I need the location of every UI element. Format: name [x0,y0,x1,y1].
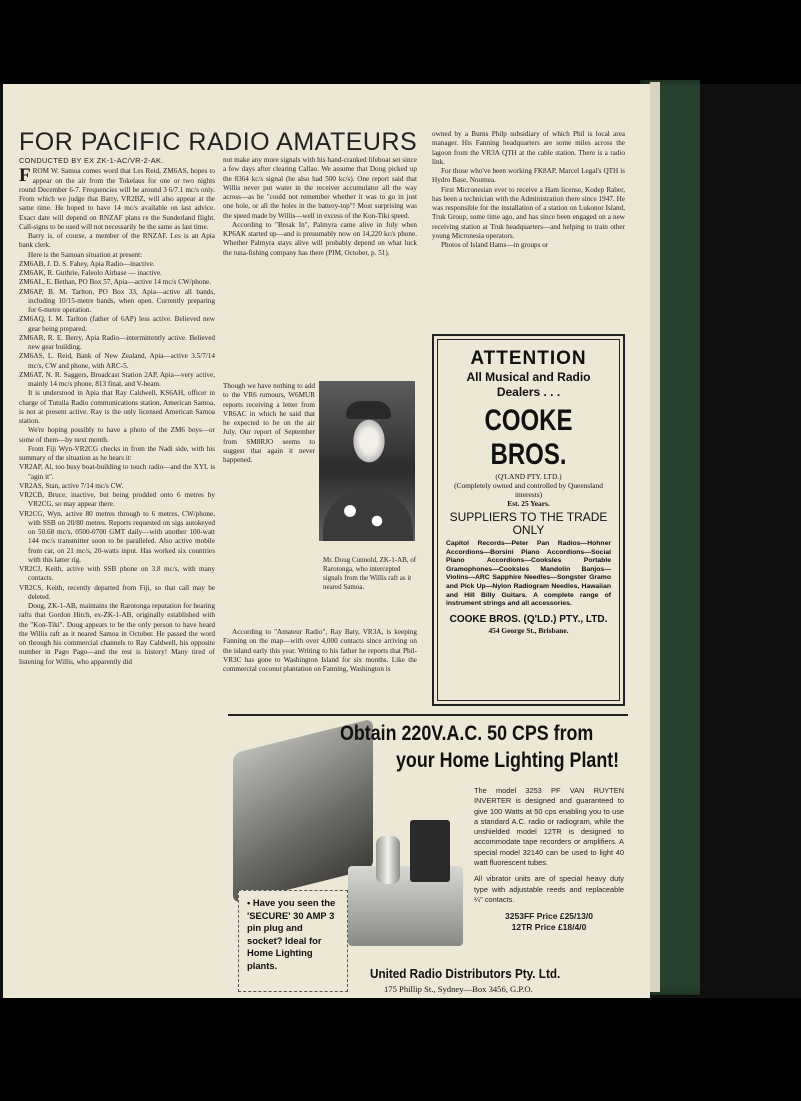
station-entry: VR2CB, Bruce, inactive, but being prodded onto 6 metres by VR2CG, so may appear there. [19,491,215,509]
portrait-photo [319,381,415,541]
column-2-beside-photo [223,382,315,547]
byline: CONDUCTED BY EX ZK-1-AC/VR-2-AK. [19,156,164,165]
bottom-dark-border [0,998,801,1101]
paragraph: Here is the Samoan situation at present: [28,250,143,259]
ad-ownership: (Completely owned and controlled by Queensland interests) [454,481,603,499]
paragraph: owned by a Burns Philp subsidiary of which Phil is local area manager. His Fanning headquarters are some miles across the lagoon from the VR3A QTH at the cable station. There is a radio link. [432,130,625,166]
price-line: 12TR Price £18/4/0 [511,922,587,933]
ad-product-list: Capitol Records—Peter Pan Radios—Hohner Accordions—Borsini Piano Accordions—Social Piano Accordions—Cooksles Portable Gramophones—Cooksles Mandolin Banjos—Violins—ARC Sapphire Needles—Songster Gramo and Pick Up—Nylon Radiogram Needles, Hawaiian and Hill Billy Guitars. A complete range of instrument strings and all accessories. [446,540,611,608]
station-entry: ZM6AT, N. R. Saggers, Broadcast Station 2AP, Apia—very active, mainly 14 mc/s phone, 813 final, and V-beam. [19,370,215,388]
cooke-bros-advert [432,334,625,706]
paragraph: Barry is, of course, a member of the RNZAF. Les is an Apia bank clerk. [19,232,215,250]
paragraph: Doug, ZK-1-AB, maintains the Rarotonga reputation for hearing rafts that Gordon Hitch, ex-ZK-1-AB, originally established with the "Kon-Tiki". Doug appears to be the only person to have heard the Willis raft as it neared Samoa in October. He passed the word on through his commercial channels to Ray Caldwell, his opposite number in Pago Pago—and the rest is history! Many tired of listening for Willis, who apparently did [19,602,215,666]
station-entry: VR2AS, Stan, active 7/14 mc/s CW. [19,481,124,490]
magazine-page [3,84,650,998]
plug-callout: • Have you seen the 'SECURE' 30 AMP 3 pin plug and socket? Ideal for Home Lighting plants. [238,890,348,992]
paragraph: We're hoping possibly to have a photo of the ZM6 boys—or some of them—by next month. [19,426,215,444]
ad-body-paragraph: All vibrator units are of special heavy duty type with adjustable reeds and replaceable ¼" contacts. [474,874,624,904]
paragraph: It is understood in Apia that Ray Caldwell, KS6AH, officer in charge of Tutuila Radio communications station, American Samoa, is not at present active. Ray is the only licensed American Samoa station. [19,389,215,425]
station-entry: VR2CJ, Keith, active with SSB phone on 3.8 mc/s, with many contacts. [19,565,215,583]
ad-address: 454 George St., Brisbane. [488,625,569,635]
price-line: 3253FF Price £25/13/0 [505,911,593,922]
ad-signature: COOKE BROS. (Q'LD.) PTY., LTD. [449,613,608,625]
paragraph: For those who've been working FK8AP, Marcel Legal's QTH is Hydro Base, Noumea. [432,167,625,185]
page-headline: FOR PACIFIC RADIO AMATEURS [19,128,418,156]
station-entry: VR2CS, Keith, recently departed from Fiji, so that call may be deleted. [19,583,215,601]
ad-distributor-address: 175 Phillip St., Sydney—Box 3456, G.P.O. [384,984,533,994]
page-edge [650,82,660,992]
ad-subheading: All Musical and Radio Dealers . . . [466,370,591,399]
station-entry: ZM6AS, L. Reid, Bank of New Zealand, Apia—active 3.5/7/14 mc/s, CW and phone, with ARC-5. [19,352,215,370]
station-entry: ZM6AQ, I. M. Tarlton (father of 6AP) less active. Believed new gear being prepared. [19,315,215,333]
ad-body [474,786,624,933]
column-2-top [223,156,417,382]
ad-headline-2: your Home Lighting Plant! [396,749,620,772]
column-1 [19,156,215,1004]
station-entry: ZM6AL, E. Bethan, PO Box 57, Apia—active 14 mc/s CW/phone. [19,278,212,287]
station-entry: ZM6AP, B. M. Tarlton, PO Box 33, Apia—active all bands, including 10/15-metre bands, when open. Currently preparing for 6-metre operation. [19,287,215,314]
photo-shirt [323,491,413,541]
ad-distributor: United Radio Distributors Pty. Ltd. [370,966,561,981]
station-entry: ZM6AB, J. D. S. Fahey, Apia Radio—inactive. [19,259,155,268]
paragraph: Photos of Island Hams—in groups or [441,241,549,249]
station-entry: ZM6AK, R. Guthrie, Faleolo Airbase — inactive. [19,269,162,277]
transformer-illustration [410,820,450,882]
ad-established: Est. 25 Years. [507,499,550,508]
station-entry: VR2AP, Al, too busy boat-building to touch radio—and the XYL is "agin it". [19,463,215,481]
ad-headline-1: Obtain 220V.A.C. 50 CPS from [340,722,594,745]
paragraph: According to "Amateur Radio", Ray Baty, VR3A, is keeping Fanning on the map—with over 4,000 contacts since arriving on the island early this year. Writing to his father he reports that Phil-VR3C has gone to Washington Island for six months. Like the commercial coconut plantation on Fanning, Washington is [223,628,417,673]
united-radio-advert [228,714,628,1002]
dropcap: F [19,165,31,187]
column-2-bottom [223,628,417,708]
ad-company-legal: (Q'LAND PTY. LTD.) [495,472,562,481]
top-dark-border [0,0,801,84]
ad-body-paragraph: The model 3253 PF VAN RUYTEN INVERTER is designed and guaranteed to give 100 Watts at 50 cps enabling you to use a standard A.C. radio or radiogram, while the unshielded model 12TR is designed to accommodate tape recorders or amplifiers. A special model 32140 can be used to light 40 watt fluorescent tubes. [474,786,624,868]
ad-attention: ATTENTION [470,348,587,369]
paragraph: not make any more signals with his hand-cranked lifeboat set since a few days after clearing Callao. We assume that Doug picked up the 8364 kc/s signal (he also had 500 kc/s). One report said that Willis never put water in the receiver accumulator all the way across—as he "could not remember whether it was to go in just one hole, or all the holes in the battery-top"! Most surprising was the speed made by Willis—well in excess of the Kon-Tiki speed. [223,156,417,220]
intro-paragraph: FROM W. Samoa comes word that Les Reid, ZM6AS, hopes to appear on the air from the Tokelaus for one or two nights round December 6-7. Frequencies will be around 3 6/7.1 mc/s only. From which we judge that Barry, VR2BZ, will also appear at the same time. He hoped to have 14 mc/s available on last advice. Exact date will depend on RNZAF plans re the Sunderland flight. Call-signs to be used will not necessarily be the same as last time. [19,165,215,231]
paragraph: According to "Break In", Palmyra came alive in July when KP6AK started up—and is presumably now on 14,220 kc/s phone. Whether Palmyra stays alive will probably depend on what luck the tuna-fishing company has there (PIM, October, p. 51). [223,220,417,257]
paragraph: From Fiji Wyn-VR2CG checks in from the Nadi side, with his summary of the situation as he hears it: [19,444,215,462]
paragraph: First Micronesian ever to receive a Ham license, Kodep Raber, has been a technician with the Administration there since 1947. He was responsible for the installation of a station on Lukonor Island, Truk Group, some time ago, and has since been engaged on a new receiving station at Truk headquarters—and helping to train other young Micronesia operators. [432,185,625,240]
ad-suppliers: SUPPLIERS TO THE TRADE ONLY [449,510,608,537]
station-entry: VR2CG, Wyn, active 80 metres through to 6 metres, CW/phone, with SSB on 20/80 metres. Reports requested on sigs autokeyed on 50.68 mc/s, 0500-0700 GMT daily—with another 100-watt 144 mc/s transmitter soon to be paralleled. Also active mobile from car, on 21 mc/s, 20-watts input. Has worked six countries with this latter rig. [19,509,215,564]
column-2-beside-caption [223,547,317,637]
photo-caption: Mr. Doug Cunnold, ZK-1-AB, of Rarotonga, who intercepted signals from the Willis raft as it neared Samoa. [323,556,417,591]
tube-illustration [376,836,400,884]
paragraph: Though we have nothing to add to the VR6 rumours, W6MUR reports receiving a letter from VR6AC in which he said that he expected to be on the air July. Our report of September from SM8RJO seems to suggest that again it never happened. [223,382,315,464]
station-entry: ZM6AR, R. E. Berry, Apia Radio—intermittently active. Believed new gear building. [19,333,215,351]
photo-hair [346,401,391,419]
column-3 [432,130,625,330]
ad-company-name: COOKE BROS. [484,404,573,471]
